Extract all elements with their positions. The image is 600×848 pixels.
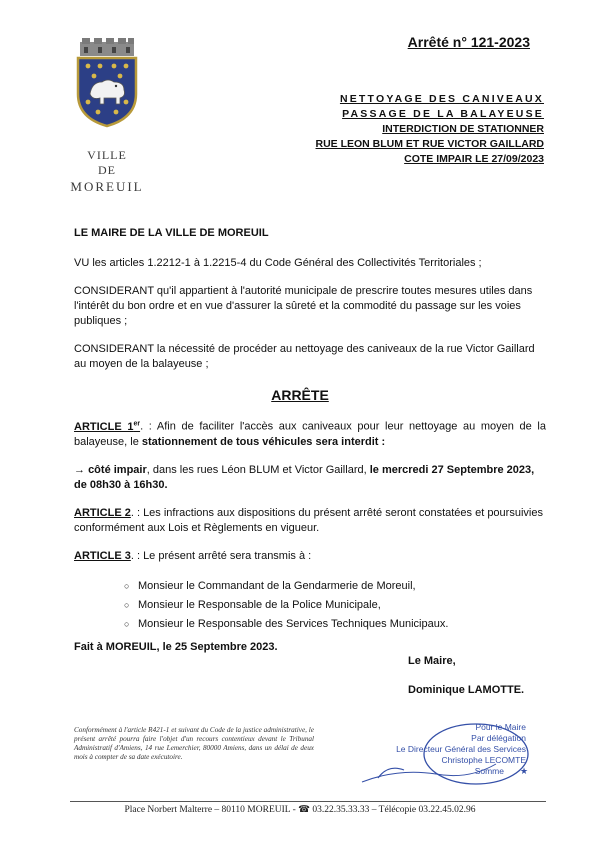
signature-title: Le Maire, [408,655,456,667]
stamp-line-1: Pour le Maire [475,722,526,732]
signature-name: Dominique LAMOTTE. [408,684,525,696]
article-3-paragraph [74,549,546,564]
article-1-side: côté impair [88,464,147,476]
city-name-block [60,148,154,194]
footer-divider [70,801,546,802]
city-line-moreuil: MOREUIL [70,179,144,194]
article-1-detail [74,463,546,493]
subject-line-3: INTERDICTION DE STATIONNER [382,123,544,135]
footer-address: Place Norbert Malterre – 80110 MOREUIL - ☎ 03.22.35.33.33 – Télécopie 03.22.45.02.96 [124,805,476,815]
moreuil-coat-of-arms-logo [70,38,144,128]
list-item: ○ Monsieur le Commandant de la Gendarmerie de Moreuil, [124,577,544,596]
list-item: ○ Monsieur le Responsable de la Police Municipale, [124,596,544,615]
arrow-icon: → [74,464,89,476]
arrete-title: ARRÊTE [271,387,329,403]
article-2-label: ARTICLE 2 [74,507,131,519]
authority-heading: LE MAIRE DE LA VILLE DE MOREUIL [74,227,269,239]
done-at: Fait à MOREUIL, le 25 Septembre 2023. [74,641,278,653]
subject-line-5: COTE IMPAIR LE 27/09/2023 [404,153,544,165]
stamp-text [356,722,529,777]
article-3-text: . : Le présent arrêté sera transmis à : [130,550,312,562]
article-1-bold: stationnement de tous véhicules sera interdit : [141,435,386,448]
article-2-paragraph [74,506,546,536]
city-line-de: DE [98,163,116,177]
subject-block [316,92,544,167]
article-1-streets: , dans les rues Léon BLUM et Victor Gaillard, [146,464,370,476]
subject-line-4: RUE LEON BLUM ET RUE VICTOR GAILLARD [315,138,544,150]
city-line-ville: VILLE [87,148,127,162]
article-1-sup: er [133,420,141,427]
subject-line-2: PASSAGE DE LA BALAYEUSE [342,108,544,120]
circle-bullet-icon: ○ [124,600,130,610]
considerant-paragraph-1: CONSIDERANT qu'il appartient à l'autorité municipale de prescrire toutes mesures utiles dans l'intérêt du bon ordre et en vue d'assurer la sûreté et la commodité du passage sur les voies publiques ; [74,285,533,327]
stamp-line-2: Par délégation [471,733,526,743]
vu-paragraph: VU les articles 1.2212-1 à 1.2215-4 du Code Général des Collectivités Territoriales ; [74,257,482,269]
article-1-text: . : Afin de faciliter l'accès aux caniveaux pour leur nettoyage au moyen de la balayeuse, le [74,420,546,448]
svg-text:★: ★ [520,766,529,776]
stamp-line-4: Christophe LECOMTE [441,755,526,765]
stamp-line-5: Somme [474,766,504,776]
circle-bullet-icon: ○ [124,581,130,591]
legal-notice: Conformément à l'article R421-1 et suivant du Code de la justice administrative, le présent arrêté pourra faire l'objet d'un recours contentieux devant le Tribunal Administratif d'Amiens, 14 rue Lemerchier, 80000 Amiens, dans un délai de deux mois à compter de sa date exécutoire. [74,726,314,761]
list-item: ○ Monsieur le Responsable des Services Techniques Municipaux. [124,615,544,634]
article-1-label: ARTICLE 1er [74,420,141,433]
considerant-paragraph-2: CONSIDERANT la nécessité de procéder au nettoyage des caniveaux de la rue Victor Gaillard au moyen de la balayeuse ; [74,343,535,370]
arrete-number: Arrêté n° 121-2023 [407,34,530,50]
article-1-when: le mercredi 27 Septembre 2023, de 08h30 à 16h30. [74,464,535,491]
article-1-paragraph [74,416,546,450]
subject-line-1: NETTOYAGE DES CANIVEAUX [339,93,544,105]
circle-bullet-icon: ○ [124,619,130,629]
article-3-label: ARTICLE 3 [74,550,131,562]
recipients-list [124,577,544,634]
article-2-text: . : Les infractions aux dispositions du présent arrêté seront constatées et poursuivies conformément aux Lois et Règlements en vigueur. [74,507,543,534]
stamp-line-3: Le Directeur Général des Services [396,744,526,754]
